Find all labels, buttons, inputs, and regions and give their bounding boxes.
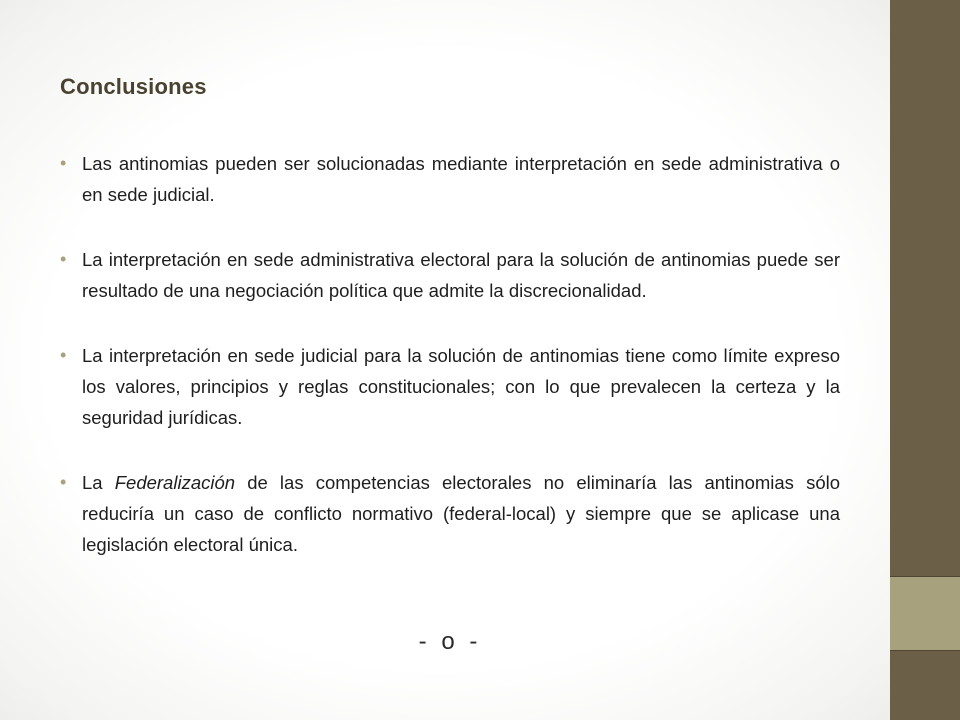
bullet-text: La interpretación en sede administrativa electoral para la solución de antinomias puede ser resultado de una negociación política que admite la discrecionalidad. [82, 249, 840, 301]
bullet-dot-icon: • [60, 472, 67, 492]
bullet-text: Las antinomias pueden ser solucionadas mediante interpretación en sede administrativa o en sede judicial. [82, 153, 840, 205]
end-mark: - o - [418, 628, 482, 655]
bullet-item-4 [60, 467, 840, 560]
bullet-item-3 [60, 340, 840, 433]
bullet-dot-icon: • [60, 345, 67, 365]
bullet-text-start: La [82, 472, 115, 493]
bullet-text: La interpretación en sede judicial para la solución de antinomias tiene como límite expreso los valores, principios y reglas constitucionales; con lo que prevalecen la certeza y la seguridad jurídicas. [82, 345, 840, 428]
bullet-item-2 [60, 244, 840, 306]
side-band-accent [890, 577, 960, 650]
bullet-dot-icon: • [60, 249, 67, 269]
bullet-text-emphasis: Federalización [114, 472, 236, 493]
bullet-text-end: de las competencias electorales no eliminaría las antinomias sólo reduciría un caso de conflicto normativo (federal-local) y siempre que se aplicase una legislación electoral única. [82, 472, 841, 555]
bullet-item-1 [60, 148, 840, 210]
slide-title: Conclusiones [60, 74, 207, 99]
bullet-list [60, 148, 840, 594]
side-band-divider-bottom [890, 650, 960, 651]
bullet-dot-icon: • [60, 153, 67, 173]
